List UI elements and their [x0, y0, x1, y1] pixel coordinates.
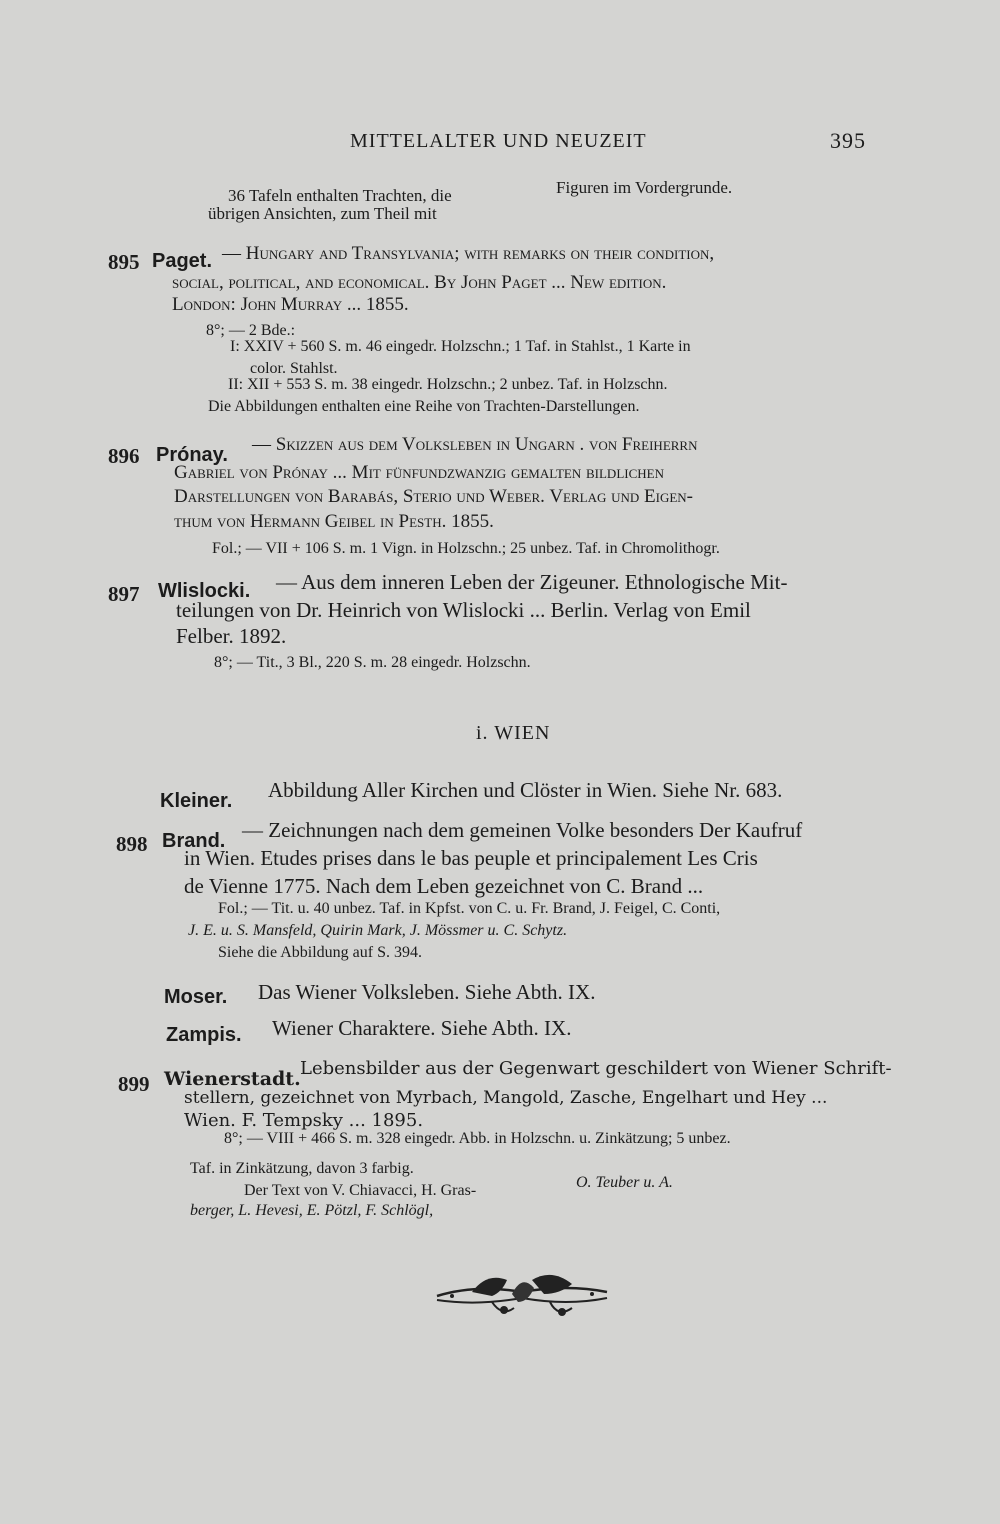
- entry-author: Prónay.: [156, 444, 228, 466]
- running-header: MITTELALTER UND NEUZEIT: [350, 130, 647, 152]
- page-number: 395: [830, 128, 866, 153]
- entry-title-line: — Zeichnungen nach dem gemeinen Volke besonders Der Kaufruf: [242, 818, 803, 842]
- entry-detail: 8°; — Tit., 3 Bl., 220 S. m. 28 eingedr. Holzschn.: [214, 654, 531, 671]
- entry-detail: color. Stahlst.: [250, 360, 338, 377]
- entry-title-line: teilungen von Dr. Heinrich von Wlislocki ... Berlin. Verlag von Emil: [176, 598, 751, 622]
- entry-title-line: — Hungary and Transylvania; with remarks on their condition,: [222, 243, 715, 264]
- continuation-line: übrigen Ansichten, zum Theil mit: [208, 204, 437, 223]
- floral-vignette-icon: [432, 1262, 612, 1322]
- continuation-line: Figuren im Vordergrunde.: [556, 178, 733, 197]
- entry-title-line: — Aus dem inneren Leben der Zigeuner. Ethnologische Mit-: [276, 570, 788, 594]
- entry-number: 898: [116, 832, 148, 856]
- entry-title-line: thum von Hermann Geibel in Pesth. 1855.: [174, 511, 494, 532]
- entry-number: 895: [108, 250, 140, 274]
- entry-detail: O. Teuber u. A.: [576, 1174, 673, 1191]
- entry-detail: J. E. u. S. Mansfeld, Quirin Mark, J. Mössmer u. C. Schytz.: [188, 922, 568, 939]
- entry-title-line: Gabriel von Prónay ... Mit fünfundzwanzig gemalten bildlichen: [174, 462, 664, 483]
- entry-title-line: Lebensbilder aus der Gegenwart geschildert von Wiener Schrift-: [300, 1058, 892, 1079]
- entry-title-line: Wiener Charaktere. Siehe Abth. IX.: [272, 1016, 572, 1040]
- continuation-line: 36 Tafeln enthalten Trachten, die: [228, 186, 452, 205]
- entry-number: 899: [118, 1072, 150, 1096]
- entry-detail: II: XII + 553 S. m. 38 eingedr. Holzschn.; 2 unbez. Taf. in Holzschn.: [228, 376, 668, 393]
- entry-title-line: Darstellungen von Barabás, Sterio und Weber. Verlag und Eigen-: [174, 486, 694, 507]
- entry-title-line: London: John Murray ... 1855.: [172, 294, 409, 315]
- entry-number: 896: [108, 444, 140, 468]
- entry-author: Zampis.: [166, 1024, 242, 1046]
- entry-author: Paget.: [152, 250, 213, 272]
- entry-detail: Fol.; — Tit. u. 40 unbez. Taf. in Kpfst. von C. u. Fr. Brand, J. Feigel, C. Conti,: [218, 900, 721, 917]
- entry-author: Brand.: [162, 830, 226, 852]
- entry-author: Moser.: [164, 986, 228, 1008]
- entry-detail: berger, L. Hevesi, E. Pötzl, F. Schlögl,: [190, 1202, 434, 1219]
- entry-title-line: — Skizzen aus dem Volksleben in Ungarn . von Freiherrn: [252, 434, 698, 455]
- entry-detail: Fol.; — VII + 106 S. m. 1 Vign. in Holzschn.; 25 unbez. Taf. in Chromolithogr.: [212, 540, 720, 557]
- entry-title-line: Das Wiener Volksleben. Siehe Abth. IX.: [258, 980, 596, 1004]
- entry-author: Wienerstadt.: [164, 1068, 301, 1090]
- entry-title-line: Abbildung Aller Kirchen und Clöster in Wien. Siehe Nr. 683.: [268, 778, 783, 802]
- entry-title-line: stellern, gezeichnet von Myrbach, Mangold, Zasche, Engelhart und Hey ...: [184, 1088, 828, 1108]
- entry-author: Kleiner.: [160, 790, 233, 812]
- entry-detail: Der Text von V. Chiavacci, H. Gras-: [244, 1182, 477, 1199]
- entry-number: 897: [108, 582, 140, 606]
- entry-detail: Siehe die Abbildung auf S. 394.: [218, 944, 422, 961]
- section-heading: i. WIEN: [476, 722, 551, 744]
- entry-detail: 8°; — VIII + 466 S. m. 328 eingedr. Abb. in Holzschn. u. Zinkätzung; 5 unbez.: [224, 1130, 731, 1147]
- entry-author: Wlislocki.: [158, 580, 251, 602]
- entry-detail: Taf. in Zinkätzung, davon 3 farbig.: [190, 1160, 414, 1177]
- entry-title-line: Felber. 1892.: [176, 624, 287, 648]
- entry-title-line: de Vienne 1775. Nach dem Leben gezeichnet von C. Brand ...: [184, 874, 704, 898]
- entry-detail: Die Abbildungen enthalten eine Reihe von Trachten-Darstellungen.: [208, 398, 640, 415]
- entry-detail: 8°; — 2 Bde.:: [206, 322, 296, 339]
- entry-detail: I: XXIV + 560 S. m. 46 eingedr. Holzschn.; 1 Taf. in Stahlst., 1 Karte in: [230, 338, 691, 355]
- entry-title-line: social, political, and economical. By John Paget ... New edition.: [172, 272, 667, 293]
- entry-title-line: in Wien. Etudes prises dans le bas peuple et principalement Les Cris: [184, 846, 758, 870]
- entry-title-line: Wien. F. Tempsky ... 1895.: [184, 1110, 424, 1131]
